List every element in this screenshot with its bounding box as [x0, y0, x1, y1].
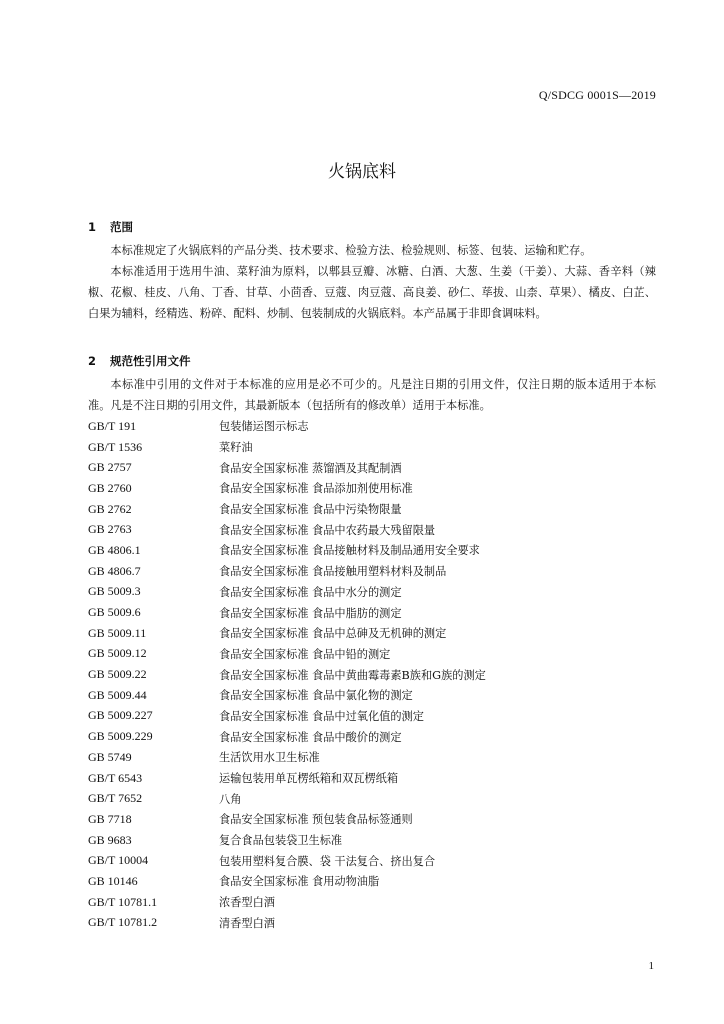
reference-code: GB 5009.3 — [88, 584, 141, 599]
reference-title: 食品安全国家标准 食品中氯化物的测定 — [219, 689, 413, 703]
reference-code: GB/T 10004 — [88, 853, 149, 868]
reference-row — [88, 747, 656, 768]
reference-title: 食品安全国家标准 食品接触用塑料材料及制品 — [219, 565, 447, 579]
reference-code: GB 2760 — [88, 480, 132, 495]
reference-code: GB/T 10781.2 — [88, 915, 158, 930]
reference-title: 食品安全国家标准 蒸馏酒及其配制酒 — [219, 461, 402, 475]
reference-code: GB 2757 — [88, 460, 132, 475]
reference-code: GB/T 191 — [88, 418, 137, 433]
reference-row — [88, 726, 656, 747]
reference-row — [88, 788, 656, 809]
reference-row — [88, 416, 656, 437]
reference-code: GB 9683 — [88, 832, 132, 847]
reference-row — [88, 913, 656, 934]
reference-row — [88, 437, 656, 458]
reference-row — [88, 850, 656, 871]
reference-row — [88, 706, 656, 727]
section-number: 2 — [88, 354, 97, 368]
reference-code: GB 5009.12 — [88, 646, 147, 661]
reference-title: 清香型白酒 — [219, 916, 275, 930]
reference-code: GB 5749 — [88, 749, 132, 764]
reference-row — [88, 478, 656, 499]
section-heading-references — [88, 353, 191, 369]
reference-code: GB 10146 — [88, 873, 138, 888]
reference-code: GB/T 10781.1 — [88, 894, 158, 909]
reference-list — [88, 416, 656, 933]
reference-title: 食品安全国家标准 食品中酸价的测定 — [219, 730, 402, 744]
reference-row — [88, 602, 656, 623]
reference-row — [88, 809, 656, 830]
scope-text — [88, 240, 656, 324]
reference-code: GB/T 6543 — [88, 770, 143, 785]
reference-row — [88, 540, 656, 561]
reference-code: GB 4806.7 — [88, 563, 141, 578]
reference-title: 菜籽油 — [219, 441, 253, 455]
reference-title: 食品安全国家标准 食品中污染物限量 — [219, 503, 402, 517]
paragraph: 本标准规定了火锅底料的产品分类、技术要求、检验方法、检验规则、标签、包装、运输和贮存。 — [110, 244, 592, 257]
section-title: 规范性引用文件 — [110, 354, 191, 368]
reference-title: 食品安全国家标准 食品中脂肪的测定 — [219, 606, 402, 620]
section-heading-scope — [88, 219, 133, 235]
reference-title: 生活饮用水卫生标准 — [219, 751, 320, 765]
paragraph: 本标准适用于选用牛油、菜籽油为原料，以郫县豆瓣、冰糖、白酒、大葱、生姜（干姜）、大蒜、香辛料（辣椒、花椒、桂皮、八角、丁香、甘草、小茴香、豆蔻、肉豆蔻、高良姜、砂仁、荜拔、山柰、草果）、橘皮、白芷、白果为辅料，经精选、粉碎、配料、炒制、包装制成的火锅底料。本产品属于非即食调味料。 — [88, 265, 656, 320]
reference-title: 复合食品包装袋卫生标准 — [219, 834, 343, 848]
reference-row — [88, 644, 656, 665]
paragraph: 本标准中引用的文件对于本标准的应用是必不可少的。凡是注日期的引用文件，仅注日期的版本适用于本标准。凡是不注日期的引用文件，其最新版本（包括所有的修改单）适用于本标准。 — [88, 378, 656, 412]
reference-row — [88, 499, 656, 520]
reference-row — [88, 871, 656, 892]
reference-row — [88, 519, 656, 540]
reference-row — [88, 685, 656, 706]
reference-code: GB 7718 — [88, 811, 132, 826]
reference-code: GB 5009.6 — [88, 605, 141, 620]
reference-code: GB 2763 — [88, 522, 132, 537]
section-title: 范围 — [110, 220, 134, 234]
reference-title: 包装用塑料复合膜、袋 干法复合、挤出复合 — [219, 854, 436, 868]
reference-title: 食品安全国家标准 食品接触材料及制品通用安全要求 — [219, 544, 480, 558]
reference-code: GB/T 7652 — [88, 791, 143, 806]
reference-title: 食品安全国家标准 食品中水分的测定 — [219, 585, 402, 599]
reference-title: 食品安全国家标准 食品中农药最大残留限量 — [219, 523, 436, 537]
reference-code: GB 5009.44 — [88, 687, 147, 702]
reference-title: 食品安全国家标准 食用动物油脂 — [219, 875, 380, 889]
reference-title: 食品安全国家标准 食品中过氧化值的测定 — [219, 709, 424, 723]
reference-title: 食品安全国家标准 食品中铅的测定 — [219, 647, 391, 661]
reference-row — [88, 561, 656, 582]
references-intro — [88, 374, 656, 416]
reference-title: 食品安全国家标准 食品添加剂使用标准 — [219, 482, 413, 496]
reference-code: GB/T 1536 — [88, 439, 143, 454]
reference-row — [88, 623, 656, 644]
reference-row — [88, 830, 656, 851]
reference-title: 食品安全国家标准 食品中总砷及无机砷的测定 — [219, 627, 447, 641]
reference-row — [88, 892, 656, 913]
section-number: 1 — [88, 220, 97, 234]
reference-row — [88, 768, 656, 789]
reference-row — [88, 664, 656, 685]
reference-title: 运输包装用单瓦楞纸箱和双瓦楞纸箱 — [219, 772, 399, 786]
reference-code: GB 2762 — [88, 501, 132, 516]
reference-title: 八角 — [219, 792, 242, 806]
reference-row — [88, 457, 656, 478]
reference-code: GB 5009.227 — [88, 708, 153, 723]
reference-code: GB 4806.1 — [88, 542, 141, 557]
standard-code: Q/SDCG 0001S—2019 — [538, 88, 656, 102]
reference-code: GB 5009.22 — [88, 667, 147, 682]
reference-title: 食品安全国家标准 预包装食品标签通则 — [219, 813, 413, 827]
page-number: 1 — [648, 960, 654, 972]
reference-code: GB 5009.11 — [88, 625, 147, 640]
reference-title: 食品安全国家标准 食品中黄曲霉毒素B族和G族的测定 — [219, 668, 486, 682]
reference-row — [88, 582, 656, 603]
document-title: 火锅底料 — [328, 162, 396, 182]
reference-title: 包装储运图示标志 — [219, 420, 309, 434]
reference-title: 浓香型白酒 — [219, 896, 275, 910]
reference-code: GB 5009.229 — [88, 729, 153, 744]
